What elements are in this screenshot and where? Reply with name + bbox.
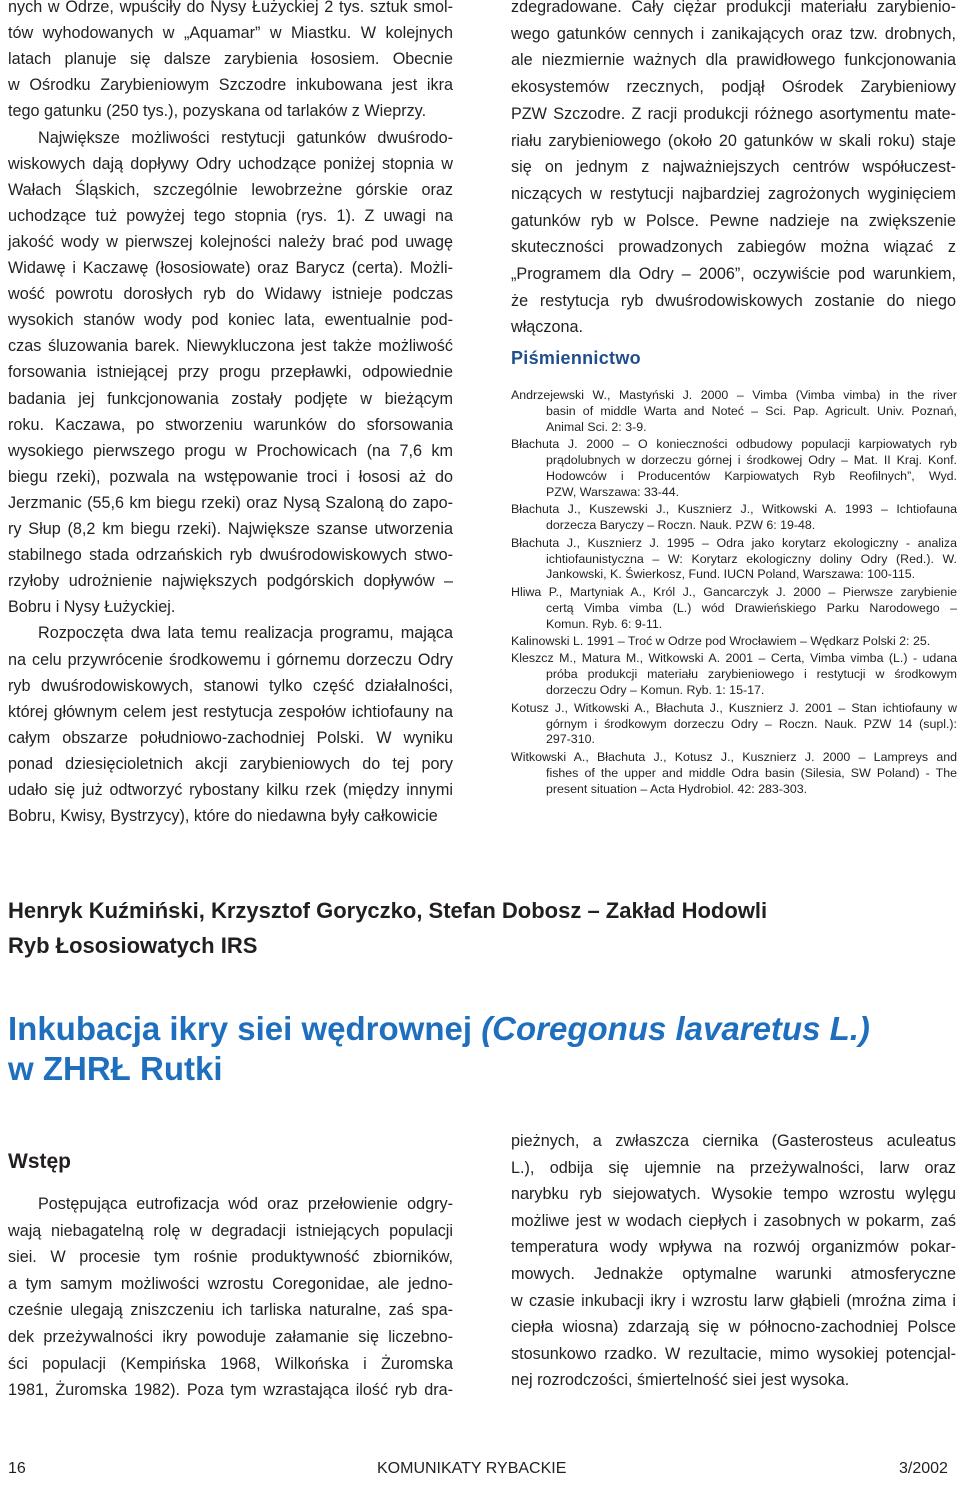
text-line: na celu przywrócenie środkowemu i górnemu dorzeczu Odry xyxy=(8,650,453,669)
text-line: ekosystemów rzecznych, podjął Ośrodek Zarybieniowy xyxy=(511,78,956,97)
text-line: udało się już odtworzyć rybostany kilku rzek (między innymi xyxy=(8,781,453,799)
text-line: 1981, Żuromska 1982). Poza tym wzrastająca ilość ryb dra- xyxy=(8,1381,453,1400)
text-line: pieżnych, a zwłaszcza ciernika (Gasterosteus aculeatus xyxy=(511,1132,956,1150)
text-line: badania jej funkcjonowania zostały podjęte w bieżącym xyxy=(8,389,453,408)
text-line: riału zarybieniowego (około 20 gatunków w skali roku) staje xyxy=(511,131,956,150)
text-line: że restytucja ryb dwuśrodowiskowych zostanie do niego xyxy=(511,291,956,310)
bibliography-entry-line: PZW, Warszawa: 33-44. xyxy=(546,484,680,499)
bibliography-entry-line: Hodowców i Producentów Karpiowatych Ryb Reofilnych”, Wyd. xyxy=(546,469,957,483)
bibliography-entry-line: Błachuta J., Kuszewski J., Kusznierz J., Witkowski A. 1993 – Ichtiofauna xyxy=(511,502,957,517)
article-title xyxy=(8,1009,870,1089)
text-line: w Ośrodku Zarybieniowym Szczodre inkubowana jest ikra xyxy=(8,76,453,95)
text-line: w czasie inkubacji ikry i wzrostu larw głąbieli (mroźna zima i xyxy=(511,1291,956,1310)
bibliography-entry-line: Kleszcz M., Matura M., Witkowski A. 2001 – Certa, Vimba vimba (L.) - udana xyxy=(511,651,957,666)
text-line: mowych. Jednakże optymalne warunki atmosferyczne xyxy=(511,1265,956,1283)
bibliography-entry-line: dorzeczu Odry – Komun. Ryb. 1: 15-17. xyxy=(546,683,765,698)
text-line: wego gatunków cennych i zanikających oraz tzw. drobnych, xyxy=(511,24,956,43)
text-line: całym obszarze południowo-zachodniej Polski. W wyniku xyxy=(8,728,453,747)
text-line: wiskowych dają dopływy Odry uchodzące poniżej stopnia w xyxy=(8,154,453,173)
text-line: Widawę i Kaczawę (łososiowate) oraz Barycz (certa). Możli- xyxy=(8,259,453,277)
text-line: „Programem dla Odry – 2006”, oczywiście pod warunkiem, xyxy=(511,265,956,283)
text-line: zdegradowane. Cały ciężar produkcji materiału zarybienio- xyxy=(511,0,956,16)
text-line: Wałach Śląskich, szczególnie lewobrzeżne górskie oraz xyxy=(8,180,453,199)
text-line: niczących w restytucji najbardziej zagrożonych wyginięciem xyxy=(511,184,956,203)
text-line: wysokich stanów wody pod koniec lata, ewentualnie pod- xyxy=(8,311,453,330)
bibliography-entry-line: Jankowski, K. Świerkosz, Fund. IUCN Poland, Warszawa: 100-115. xyxy=(546,567,916,582)
bibliography-entry-line: certą Vimba vimba (L.) wód Drawieńskiego Parku Narodowego – xyxy=(546,600,957,615)
intro-heading: Wstęp xyxy=(8,1150,71,1173)
text-line: rzyłoby udrożnienie największych podgórskich dopływów – xyxy=(8,572,453,591)
bibliography-entry-line: ichtiofaunistyczna – W: Korytarz ekologiczny doliny Odry (Red.). W. xyxy=(546,551,957,566)
text-line: nych w Odrze, wpuściły do Nysy Łużyckiej 2 tys. sztuk smol- xyxy=(8,0,453,16)
text-line: Rozpoczęta dwa lata temu realizacja programu, mająca xyxy=(38,624,453,643)
text-line: latach planuje się dalsze zarybienia łososiem. Obecnie xyxy=(8,50,453,69)
text-line: włączona. xyxy=(511,318,583,337)
text-line: PZW Szczodre. Z racji produkcji różnego asortymentu mate- xyxy=(511,104,956,123)
text-line: ry Słup (8,2 km biegu rzeki). Największe szanse utworzenia xyxy=(8,520,453,538)
bibliography-entry-line: fishes of the upper and middle Odra basin (Silesia, SW Poland) - The xyxy=(546,765,957,780)
text-line: ryb dwuśrodowiskowych, stanowi tylko część działalności, xyxy=(8,676,453,695)
bibliography-entry-line: prądolubnych w dorzeczu górnej i środkowej Odry – Mat. II Kraj. Konf. xyxy=(546,453,957,468)
text-line: wają niebagatelną rolę w degradacji istniejących populacji xyxy=(8,1221,453,1240)
authors-line: Ryb Łososiowatych IRS xyxy=(8,933,258,958)
text-line: stabilnego stada odrzańskich ryb dwuśrodowiskowych stwo- xyxy=(8,546,453,565)
bibliography-entry-line: Animal Sci. 2: 3-9. xyxy=(546,419,647,434)
text-line: ale niezmiernie ważnych dla prawidłowego funkcjonowania xyxy=(511,51,956,70)
bibliography-entry-line: dorzecza Baryczy – Roczn. Nauk. PZW 6: 19-48. xyxy=(546,518,816,533)
bibliography-entry-line: Andrzejewski W., Mastyński J. 2000 – Vimba (Vimba vimba) in the river xyxy=(511,388,957,402)
text-line: Największe możliwości restytucji gatunków dwuśrodo- xyxy=(38,128,453,147)
text-line: cześnie ulegają zniszczeniu ich tarliska naturalne, zaś spa- xyxy=(8,1301,453,1320)
text-line: się on jednym z najważniejszych centrów współuczest- xyxy=(511,158,956,177)
text-line: a tym samym możliwości wzrostu Coregonidae, ale jedno- xyxy=(8,1274,453,1293)
bibliography-entry-line: Błachuta J., Kusznierz J. 1995 – Odra jako korytarz ekologiczny - analiza xyxy=(511,535,957,550)
text-line: tego gatunku (250 tys.), pozyskana od tarlaków z Wieprzy. xyxy=(8,102,427,121)
text-line: której głównym celem jest restytucja zespołów ichtiofauny na xyxy=(8,702,453,721)
text-line: gatunków ryb w Polsce. Pewne nadzieje na zwiększenie xyxy=(511,211,956,230)
issue-number: 3/2002 xyxy=(899,1460,948,1477)
text-line: L.), odbija się ujemnie na przeżywalności, larw oraz xyxy=(511,1158,956,1177)
text-line: stosunkowo rzadko. W rezultacie, mimo wysokiej potencjal- xyxy=(511,1344,956,1363)
text-line: czas śluzowania barek. Niewykluczona jest także możliwość xyxy=(8,337,453,356)
bibliography-entry-line: Kotusz J., Witkowski A., Błachuta J., Kusznierz J. 2001 – Stan ichtiofauny w xyxy=(511,700,957,715)
text-line: nej rozrodczości, śmiertelność siei jest wysoka. xyxy=(511,1371,850,1390)
page-number: 16 xyxy=(8,1460,26,1477)
text-line: wość powrotu dorosłych ryb do Widawy istnieje podczas xyxy=(8,285,453,304)
text-line: siei. W procesie tym rośnie produktywność zbiorników, xyxy=(8,1248,453,1267)
bibliography-entry-line: próba produkcji materiału zarybieniowego i restytucji w środkowym xyxy=(546,667,957,682)
article-title-line2: w ZHRŁ Rutki xyxy=(8,1050,223,1087)
text-line: jakość wody w pierwszej kolejności należy brać pod uwagę xyxy=(8,232,453,251)
article-title-species: (Coregonus lavaretus xyxy=(481,1010,821,1047)
authors-byline xyxy=(8,893,767,963)
text-line: forsowania istniejącej przy progu przepławki, odpowiednie xyxy=(8,363,453,382)
text-line: Postępująca eutrofizacja wód oraz przełowienie odgry- xyxy=(38,1195,453,1213)
text-line: narybku ryb siejowatych. Wysokie tempo wzrostu wylęgu xyxy=(511,1185,956,1204)
text-line: uchodzące tuż powyżej tego stopnia (rys. 1). Z uwagi na xyxy=(8,206,453,225)
text-line: temperatura wody wpływa na rozwój organizmów pokar- xyxy=(511,1238,956,1257)
text-line: wysokiego pierwszego progu w Prochowicach (na 7,6 km xyxy=(8,441,453,460)
article-title-part: L.) xyxy=(820,1010,870,1047)
article-title-part: Inkubacja ikry siei wędrownej xyxy=(8,1010,482,1047)
bibliography-entry-line: Hliwa P., Martyniak A., Król J., Gancarczyk J. 2000 – Pierwsze zarybienie xyxy=(511,584,957,599)
text-line: roku. Kaczawa, po stworzeniu warunków do sforsowania xyxy=(8,415,453,434)
authors-line: Henryk Kuźmiński, Krzysztof Goryczko, Stefan Dobosz – Zakład Hodowli xyxy=(8,898,768,923)
bibliography-entry-line: górnym i środkowym dorzeczu Odry – Roczn. Nauk. PZW 14 (supl.): xyxy=(546,716,957,731)
text-line: tów wyhodowanych w „Aquamar” w Miastku. W kolejnych xyxy=(8,24,453,43)
text-line: możliwe jest w wodach ciepłych i zasobnych w pokarm, zaś xyxy=(511,1211,956,1230)
bibliography-entry-line: Witkowski A., Błachuta J., Kotusz J., Kusznierz J. 2000 – Lampreys and xyxy=(511,749,957,764)
bibliography-heading: Piśmiennictwo xyxy=(511,348,641,368)
text-line: dek przeżywalności ikry powoduje załamanie się liczebno- xyxy=(8,1328,453,1346)
text-line: skuteczności prowadzonych zabiegów można wiązać z xyxy=(511,238,956,257)
text-line: biegu rzeki), pozwala na wstępowanie troci i łososi aż do xyxy=(8,467,453,486)
text-line: Jerzmanic (55,6 km biegu rzeki) oraz Nysą Szaloną do zapo- xyxy=(8,493,453,512)
bibliography-entry-line: Błachuta J. 2000 – O konieczności odbudowy populacji karpiowatych ryb xyxy=(511,437,957,452)
text-line: ści populacji (Kempińska 1968, Wilkońska i Żuromska xyxy=(8,1354,453,1373)
journal-name: KOMUNIKATY RYBACKIE xyxy=(377,1460,567,1477)
bibliography-entry-line: Kalinowski L. 1991 – Troć w Odrze pod Wrocławiem – Wędkarz Polski 2: 25. xyxy=(511,634,931,648)
text-line: ciepła wiosna) zdarzają się w północno-zachodniej Polsce xyxy=(511,1318,956,1337)
bibliography-entry-line: Komun. Ryb. 6: 9-11. xyxy=(546,616,663,631)
text-line: Bobru i Nysy Łużyckiej. xyxy=(8,598,176,617)
bibliography-entry-line: 297-310. xyxy=(546,732,595,747)
text-line: ponad dziesięcioletnich akcji zarybieniowych do tej pory xyxy=(8,754,453,773)
bibliography-entry-line: basin of middle Warta and Noteć – Sci. Pap. Agricult. Univ. Poznań, xyxy=(546,403,957,418)
bibliography-entry-line: present situation – Acta Hydrobiol. 42: 283-303. xyxy=(546,781,808,796)
text-line: Bobru, Kwisy, Bystrzycy), które do niedawna były całkowicie xyxy=(8,807,438,826)
